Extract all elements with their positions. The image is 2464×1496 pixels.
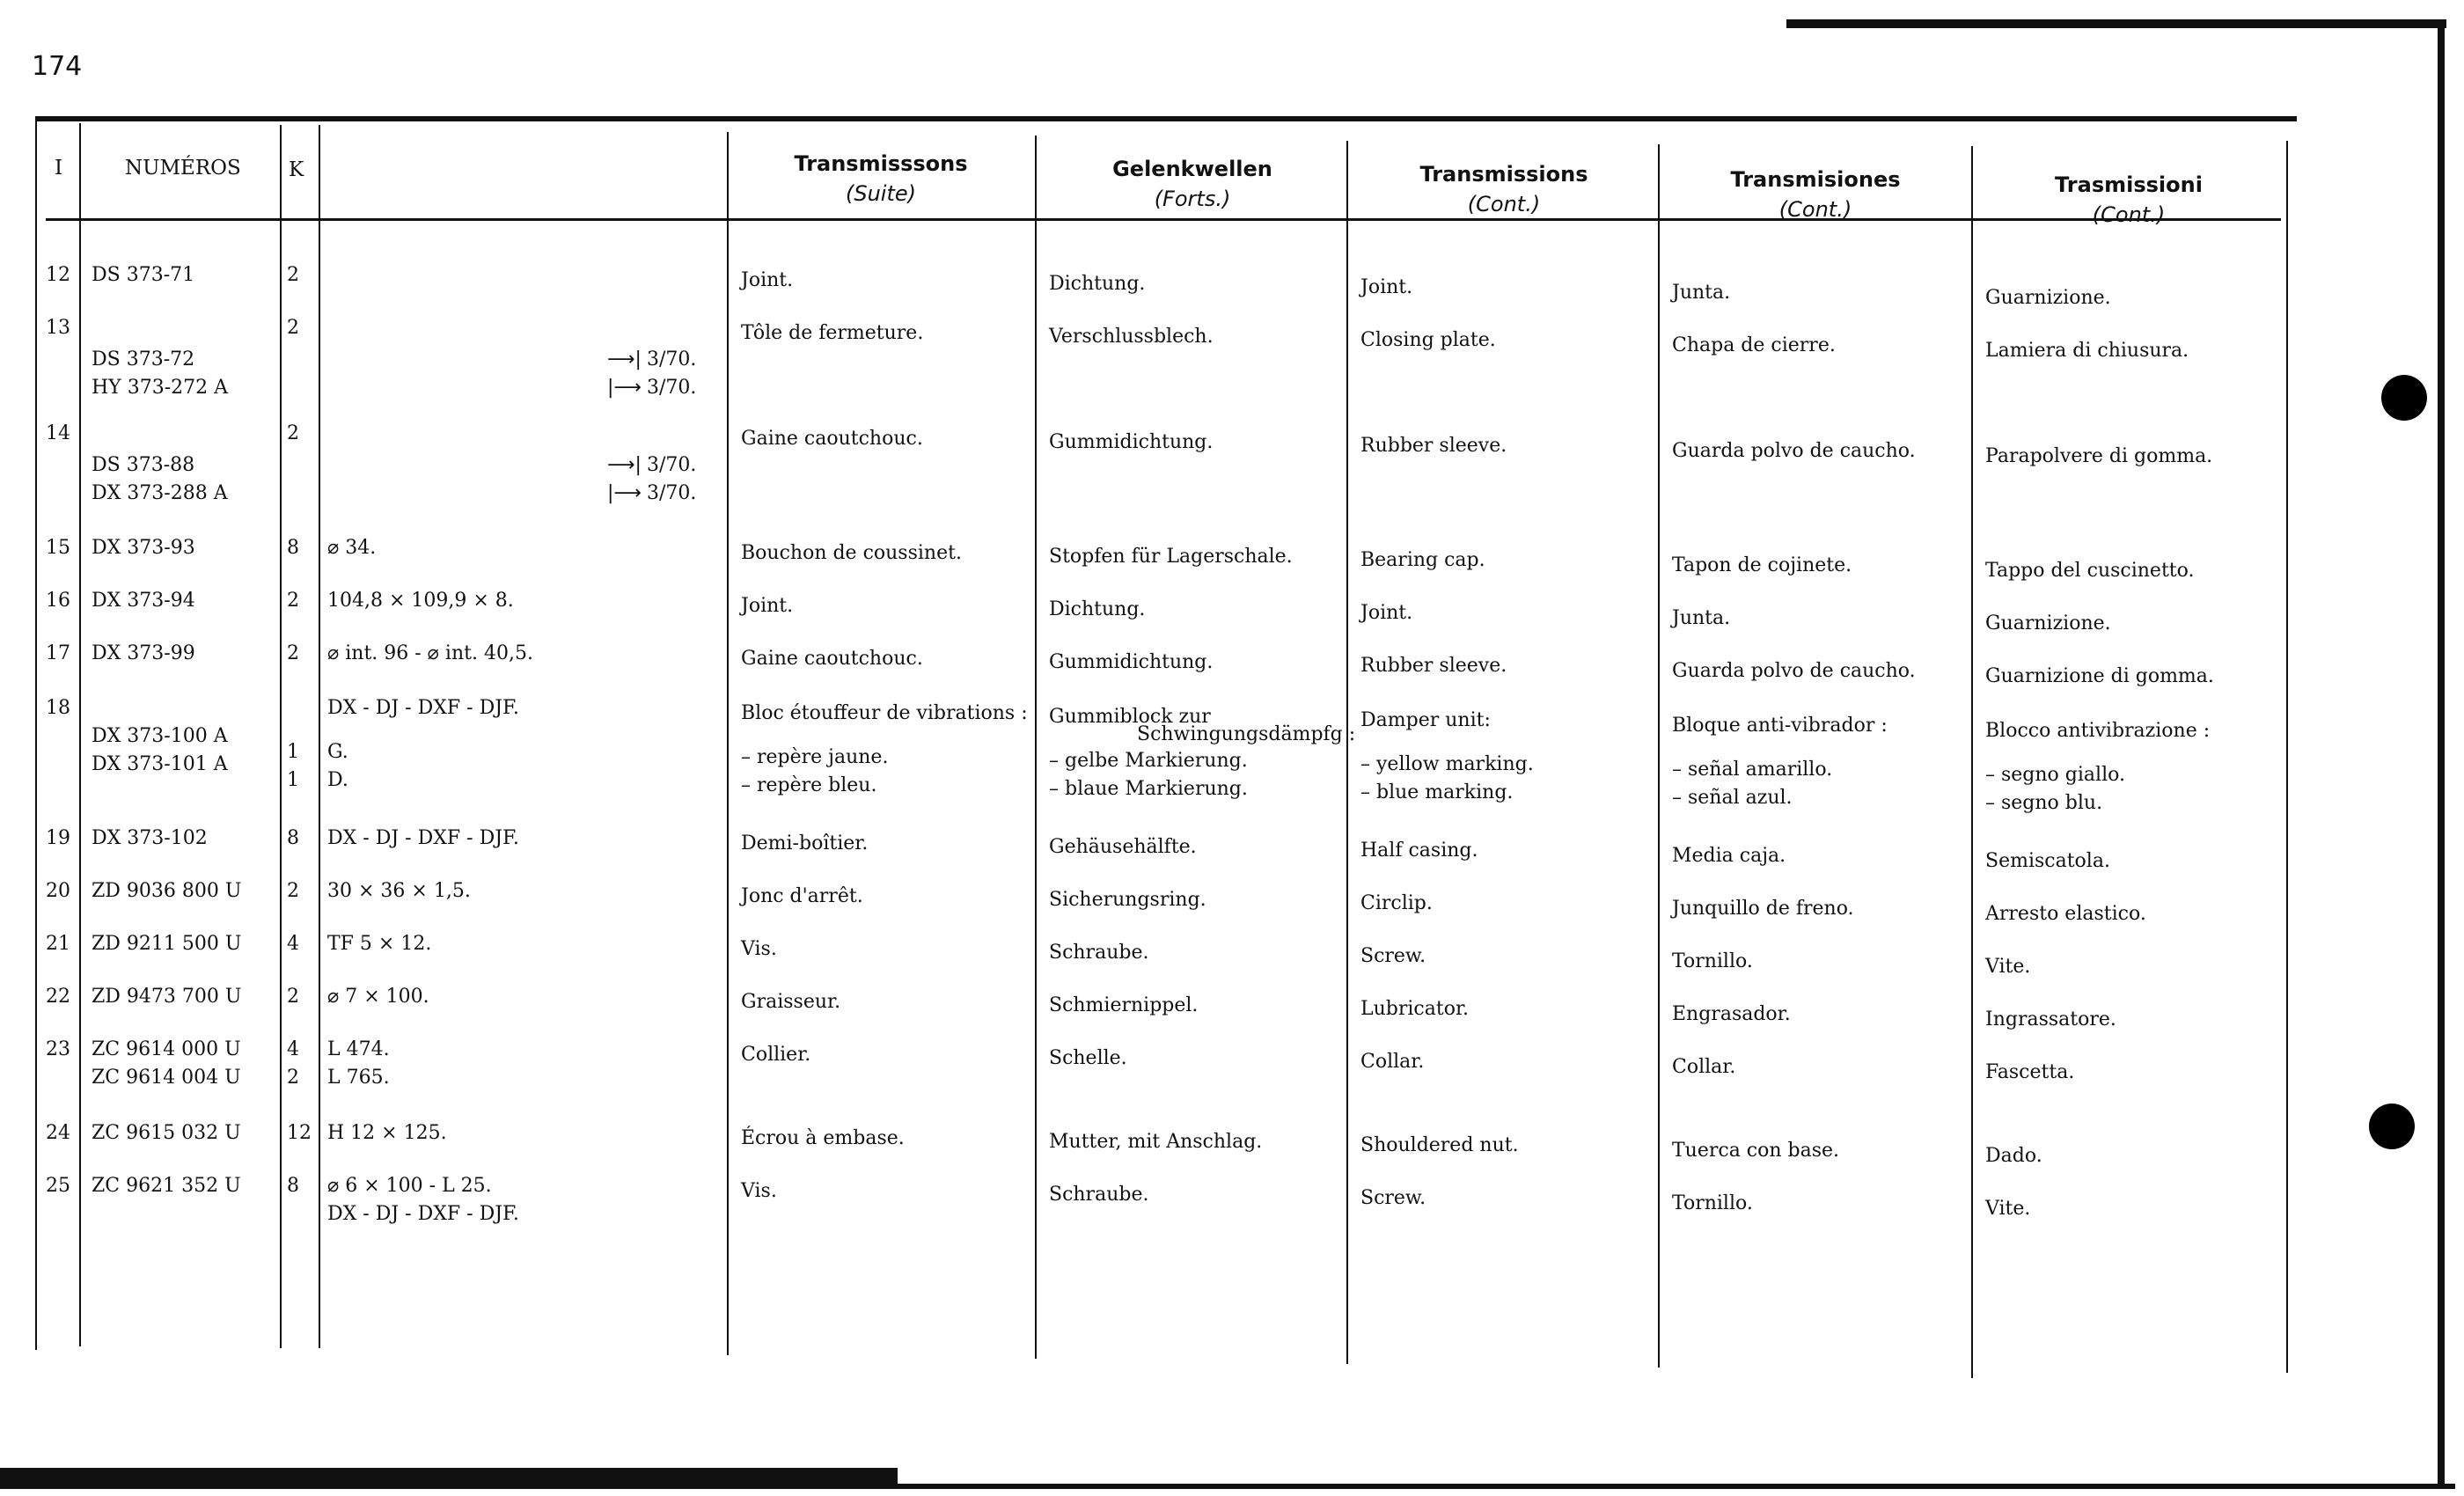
description-de: Dichtung. [1049,598,1146,620]
part-number: ZD 9473 700 U [92,986,242,1008]
col-divider [727,132,729,1355]
row-index: 21 [46,933,70,955]
quantity: 2 [287,986,299,1008]
description-fr: Gaine caoutchouc. [741,428,923,450]
header-lang-it [1984,172,2274,227]
description-de: Gehäusehälfte. [1049,836,1197,858]
description-fr: Vis. [741,1180,777,1202]
header-lang-fr [736,151,1026,206]
col-divider [1658,144,1660,1368]
description-es: Junquillo de freno. [1672,898,1854,920]
description-fr: Écrou à embase. [741,1127,905,1149]
description-de: – blaue Markierung. [1049,778,1248,800]
description-de: Gummidichtung. [1049,431,1214,453]
quantity: 12 [287,1122,312,1144]
description-es: – señal azul. [1672,787,1793,809]
header-lang-title: Transmisssons [794,151,968,176]
description-fr: Gaine caoutchouc. [741,648,923,670]
description-it: Parapolvere di gomma. [1985,445,2213,467]
description-en: – blue marking. [1360,781,1514,803]
description-it: Vite. [1985,956,2031,978]
description-en: Damper unit: [1360,709,1491,731]
quantity: 1 [287,741,299,763]
description-fr: Collier. [741,1044,811,1066]
validity-marker [607,482,696,504]
col-divider [1346,141,1348,1364]
part-number: ZC 9614 004 U [92,1067,241,1089]
description-it: Arresto elastico. [1985,903,2146,925]
description-en: Circlip. [1360,892,1433,914]
description-en: Joint. [1360,602,1413,624]
description-de: Verschlussblech. [1049,326,1214,348]
col-divider [319,125,320,1348]
description-fr: Bloc étouffeur de vibrations : [741,702,1028,724]
spec-text: G. [327,741,348,763]
part-number: DS 373-71 [92,264,195,286]
part-number: DX 373-101 A [92,753,228,775]
description-de: Schelle. [1049,1047,1127,1069]
description-fr: Demi-boîtier. [741,832,869,854]
description-de: Sicherungsring. [1049,889,1206,911]
description-es: Bloque anti-vibrador : [1672,715,1888,737]
row-index: 12 [46,264,70,286]
description-it: Blocco antivibrazione : [1985,720,2211,742]
header-lang-sub: (Suite) [845,181,916,206]
description-fr: Tôle de fermeture. [741,322,924,344]
description-de: Schraube. [1049,942,1149,964]
header-col-numeros: NUMÉROS [125,157,241,180]
spec-text: DX - DJ - DXF - DJF. [327,697,519,719]
bottom-bar-right [898,1484,2455,1489]
part-number: DS 373-72 [92,348,195,370]
row-index: 16 [46,590,70,612]
quantity: 2 [287,1067,299,1089]
header-lang-title: Transmissions [1419,162,1588,187]
description-de: Gummiblock zur [1049,706,1211,728]
quantity: 2 [287,880,299,902]
spec-text: ⌀ 7 × 100. [327,986,429,1008]
description-es: Guarda polvo de caucho. [1672,440,1916,462]
part-number: ZC 9615 032 U [92,1122,241,1144]
validity-date: 3/70. [646,377,697,399]
table-frame-top [35,118,2288,120]
validity-marker [607,377,696,399]
quantity: 2 [287,642,299,664]
description-de: – gelbe Markierung. [1049,750,1248,772]
validity-date: 3/70. [646,482,697,504]
description-es: Tornillo. [1672,1192,1753,1214]
description-it: Semiscatola. [1985,850,2110,872]
quantity: 2 [287,264,299,286]
quantity: 2 [287,317,299,339]
spec-text: ⌀ 34. [327,537,377,559]
header-col-k: K [289,158,304,181]
description-en: Screw. [1360,945,1426,967]
spec-text: L 765. [327,1067,390,1089]
quantity: 4 [287,1038,299,1060]
part-number: DX 373-99 [92,642,195,664]
row-index: 18 [46,697,70,719]
part-number: ZD 9036 800 U [92,880,242,902]
header-lang-sub: (Cont.) [1778,197,1852,222]
description-it: Fascetta. [1985,1061,2075,1083]
description-it: Lamiera di chiusura. [1985,340,2189,362]
part-number: HY 373-272 A [92,377,228,399]
description-it: Vite. [1985,1198,2031,1220]
header-lang-title: Gelenkwellen [1112,157,1272,181]
description-es: Guarda polvo de caucho. [1672,660,1916,682]
quantity: 8 [287,537,299,559]
row-index: 25 [46,1175,70,1197]
part-number: DX 373-94 [92,590,195,612]
description-en: Collar. [1360,1051,1425,1073]
spec-text: TF 5 × 12. [327,933,432,955]
description-es: Media caja. [1672,845,1786,867]
spec-text: D. [327,769,348,791]
description-it: Guarnizione. [1985,612,2111,634]
header-lang-en [1359,162,1649,216]
row-index: 19 [46,827,70,849]
description-fr: – repère bleu. [741,774,877,796]
quantity: 2 [287,590,299,612]
col-divider [35,118,37,1350]
description-en: Half casing. [1360,840,1478,862]
spec-text: ⌀ 6 × 100 - L 25. [327,1175,492,1197]
description-it: – segno blu. [1985,792,2103,814]
from-date-arrow-icon: |⟶ [607,482,642,504]
description-es: Chapa de cierre. [1672,334,1836,356]
part-number: DX 373-100 A [92,725,228,747]
description-fr: Joint. [741,269,794,291]
bottom-bar-left [0,1468,898,1489]
spec-text: L 474. [327,1038,390,1060]
row-index: 14 [46,422,70,444]
header-col-i: I [55,157,63,180]
row-index: 15 [46,537,70,559]
quantity: 2 [287,422,299,444]
part-number: DX 373-288 A [92,482,228,504]
description-fr: Joint. [741,595,794,617]
part-number: DX 373-102 [92,827,208,849]
header-lang-es [1670,167,1961,222]
col-divider [280,125,282,1348]
from-date-arrow-icon: |⟶ [607,377,642,399]
row-index: 24 [46,1122,70,1144]
description-fr: – repère jaune. [741,746,889,768]
part-number: ZD 9211 500 U [92,933,242,955]
description-de: Dichtung. [1049,273,1146,295]
col-divider [1971,146,1973,1378]
description-de: Schmiernippel. [1049,994,1199,1016]
validity-date: 3/70. [646,348,697,370]
row-index: 20 [46,880,70,902]
spec-text: 104,8 × 109,9 × 8. [327,590,514,612]
quantity: 1 [287,769,299,791]
up-to-date-arrow-icon: ⟶| [607,454,642,476]
top-rule [1786,19,2446,28]
description-fr: Vis. [741,938,777,960]
description-es: Tuerca con base. [1672,1140,1840,1162]
description-en: – yellow marking. [1360,753,1534,775]
quantity: 8 [287,827,299,849]
part-number: ZC 9621 352 U [92,1175,241,1197]
description-es: Junta. [1672,282,1731,304]
col-divider [1035,136,1037,1359]
description-es: Engrasador. [1672,1003,1791,1025]
description-de: Mutter, mit Anschlag. [1049,1131,1263,1153]
part-number: ZC 9614 000 U [92,1038,241,1060]
validity-marker [607,454,696,476]
description-en: Shouldered nut. [1360,1134,1519,1156]
header-lang-title: Transmisiones [1730,167,1901,192]
description-es: Tornillo. [1672,950,1753,972]
quantity: 4 [287,933,299,955]
row-index: 22 [46,986,70,1008]
part-number: DX 373-93 [92,537,195,559]
row-index: 17 [46,642,70,664]
header-lang-de [1047,157,1338,211]
col-divider [2286,141,2288,1373]
description-it: Guarnizione di gomma. [1985,665,2214,687]
spec-text: DX - DJ - DXF - DJF. [327,827,519,849]
description-it: Tappo del cuscinetto. [1985,560,2195,582]
description-it: Guarnizione. [1985,287,2111,309]
description-en: Screw. [1360,1187,1426,1209]
validity-marker [607,348,696,370]
spec-text: DX - DJ - DXF - DJF. [327,1203,519,1225]
description-en: Joint. [1360,276,1413,298]
description-fr: Graisseur. [741,991,841,1013]
binder-hole [2381,375,2427,421]
description-de: Schraube. [1049,1184,1149,1206]
spec-text: H 12 × 125. [327,1122,447,1144]
spec-text: 30 × 36 × 1,5. [327,880,471,902]
description-it: Ingrassatore. [1985,1008,2116,1030]
page-number: 174 [32,51,83,82]
spec-text: ⌀ int. 96 - ⌀ int. 40,5. [327,642,533,664]
up-to-date-arrow-icon: ⟶| [607,348,642,370]
description-en: Rubber sleeve. [1360,655,1507,677]
row-index: 13 [46,317,70,339]
description-de: Stopfen für Lagerschale. [1049,546,1293,568]
description-es: – señal amarillo. [1672,759,1833,781]
description-en: Bearing cap. [1360,549,1485,571]
description-fr: Bouchon de coussinet. [741,542,962,564]
description-fr: Jonc d'arrêt. [741,885,863,907]
quantity: 8 [287,1175,299,1197]
part-number: DS 373-88 [92,454,195,476]
header-lang-sub: (Cont.) [2092,202,2166,227]
right-edge-rule [2438,26,2445,1487]
description-es: Junta. [1672,607,1731,629]
header-lang-sub: (Cont.) [1467,192,1541,216]
row-index: 23 [46,1038,70,1060]
description-es: Tapon de cojinete. [1672,554,1852,576]
description-de: Schwingungsdämpfg : [1137,723,1356,745]
header-lang-sub: (Forts.) [1154,187,1231,211]
validity-date: 3/70. [646,454,697,476]
description-es: Collar. [1672,1056,1736,1078]
description-de: Gummidichtung. [1049,651,1214,673]
col-divider [79,123,81,1346]
description-en: Rubber sleeve. [1360,435,1507,457]
description-en: Lubricator. [1360,998,1470,1020]
header-lang-title: Trasmissioni [2055,172,2203,197]
binder-hole [2369,1104,2415,1149]
description-en: Closing plate. [1360,329,1496,351]
description-it: – segno giallo. [1985,764,2125,786]
description-it: Dado. [1985,1145,2042,1167]
